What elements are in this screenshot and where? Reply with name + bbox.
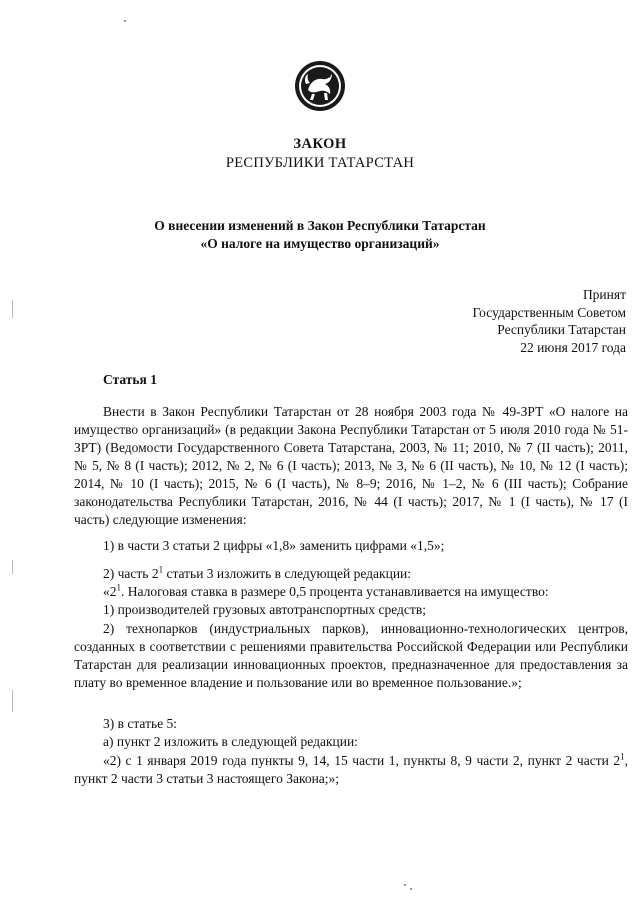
scan-artifact (12, 560, 13, 574)
scan-artifact (12, 300, 13, 318)
document-subtitle: РЕСПУБЛИКИ ТАТАРСТАН (225, 155, 415, 171)
amendment-item-2: 2) часть $2^1$ статьи 3 изложить в следующей редакции: (103, 564, 412, 581)
law-heading-line-1: О внесении изменений в Закон Республики Татарстан (154, 218, 486, 233)
adoption-date: 22 июня 2017 года (520, 339, 626, 355)
quoted-clause-2: «2) с 1 января 2019 года пункты 9, 14, 15 части 1, пункты 8, 9 части 2, пункт 2 части $2^1$, пункт 2 части 3 статьи 3 настоящего Закона;»; (74, 751, 628, 786)
adoption-line: Принят (582, 287, 626, 302)
subclause-1: 1) производителей грузовых автотранспортных средств; (103, 602, 426, 617)
adoption-line: Государственным Советом (472, 304, 626, 320)
law-heading-line-2: «О налоге на имущество организаций» (200, 236, 440, 251)
tatarstan-emblem-icon (294, 60, 346, 112)
scan-artifact (410, 888, 412, 890)
amendment-item-3: 3) в статье 5: (103, 716, 177, 731)
scan-artifact (124, 20, 126, 22)
adoption-block (473, 286, 626, 356)
article-title: Статья 1 (103, 372, 157, 387)
amendment-item-3a: а) пункт 2 изложить в следующей редакции: (103, 734, 358, 749)
document-title: ЗАКОН (293, 136, 347, 152)
article-intro-paragraph: Внести в Закон Республики Татарстан от 28 ноября 2003 года № 49-ЗРТ «О налоге на имущество организаций» (в редакции Закона Республики Татарстан от 5 июля 2010 года № 51-ЗРТ) (Ведомости Государственного Совета Татарстана, 2003, № 11; 2010, № 7 (II часть); 2011, № 5, № 8 (I часть); 2012, № 2, № 6 (I часть); 2013, № 3, № 6 (II часть), № 10, № 12 (I часть); 2014, № 10 (I часть); 2015, № 6 (I часть), № 8–9; 2016, № 1–2, № 6 (III часть); Собрание законодательства Республики Татарстан, 2016, № 44 (I часть); 2017, № 1 (I часть), № 17 (I часть) следующие изменения: (74, 404, 628, 527)
scan-artifact (12, 690, 13, 712)
amendment-item-1: 1) в части 3 статьи 2 цифры «1,8» заменить цифрами «1,5»; (103, 538, 445, 553)
subclause-2: 2) технопарков (индустриальных парков), инновационно-технологических центров, созданных в соответствии с решениями правительства Российской Федерации или Республики Татарстан для реализации инновационных проектов, предназначенное для предоставления за плату во временное владение и пользование или во временное пользование.»; (74, 621, 628, 690)
quoted-clause-2-1: «$2^1$. Налоговая ставка в размере 0,5 процента устанавливается на имущество: (103, 582, 549, 599)
scan-artifact (404, 884, 406, 886)
adoption-line: Республики Татарстан (497, 322, 626, 337)
